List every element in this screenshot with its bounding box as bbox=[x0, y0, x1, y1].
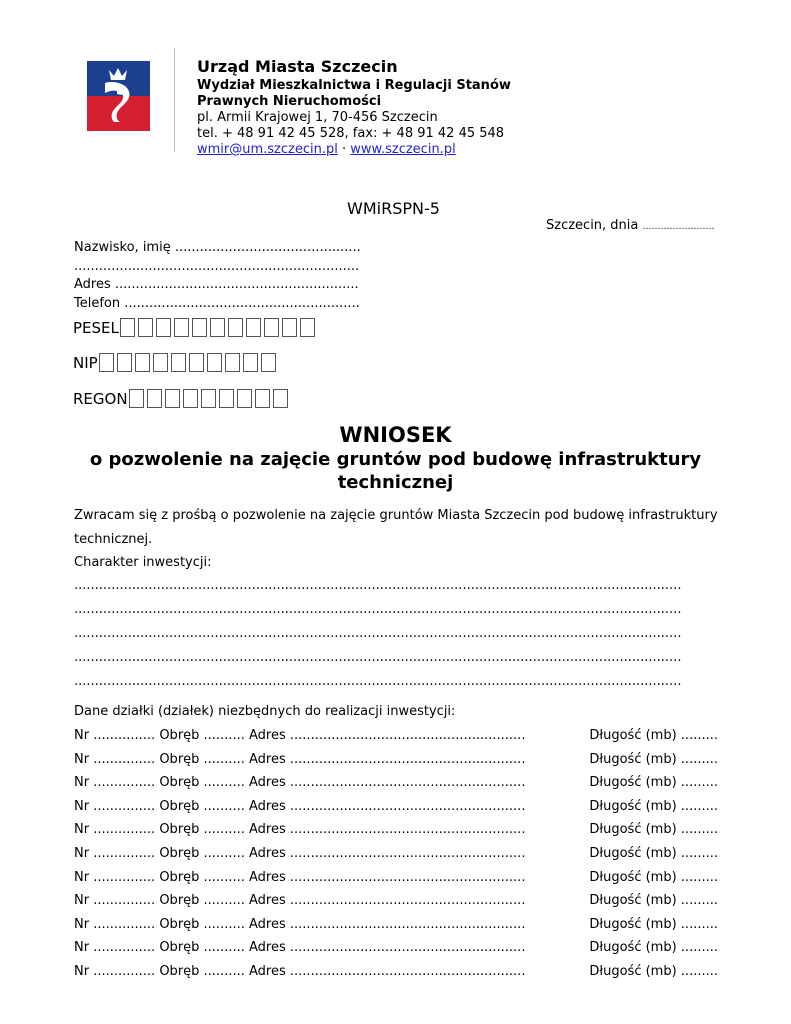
plot-length-field[interactable]: Długość (mb) ......... bbox=[589, 916, 718, 932]
investment-label: Charakter inwestycji: bbox=[74, 555, 212, 570]
plot-row-left bbox=[74, 917, 525, 933]
plot-precinct-field[interactable]: Obręb .......... bbox=[159, 869, 245, 885]
plot-precinct-field[interactable]: Obręb .......... bbox=[159, 822, 245, 838]
plot-address-label: Adres bbox=[249, 751, 286, 767]
plot-row bbox=[74, 775, 718, 791]
plot-row bbox=[74, 822, 718, 838]
department-line1: Wydział Mieszkalnictwa i Regulacji Stanów bbox=[197, 78, 511, 93]
digit-box[interactable] bbox=[201, 389, 216, 408]
investment-dot-line[interactable]: ................................................................................................................................................... bbox=[74, 578, 682, 593]
plot-number-field[interactable]: Nr ............... bbox=[74, 869, 156, 885]
digit-box[interactable] bbox=[225, 353, 240, 372]
plot-precinct-field[interactable]: Obręb .......... bbox=[159, 728, 245, 743]
office-phone: tel. + 48 91 42 45 528, fax: + 48 91 42 45 548 bbox=[197, 126, 505, 141]
regon-label: REGON bbox=[73, 389, 128, 408]
plot-address-label: Adres bbox=[249, 940, 286, 956]
contact-links bbox=[197, 142, 456, 158]
plot-precinct-field[interactable]: Obręb .......... bbox=[159, 798, 245, 814]
plot-number-field[interactable]: Nr ............... bbox=[74, 893, 156, 909]
plot-length-field[interactable]: Długość (mb) ......... bbox=[589, 822, 718, 838]
name-field-line[interactable]: Nazwisko, imię ............................................. bbox=[74, 240, 361, 255]
plot-length-field[interactable]: Długość (mb) ......... bbox=[589, 775, 718, 791]
digit-box[interactable] bbox=[282, 318, 297, 337]
plot-address-field[interactable]: ......................................................... bbox=[289, 893, 526, 909]
plot-row bbox=[74, 893, 718, 909]
plot-row bbox=[74, 752, 718, 768]
plot-precinct-field[interactable]: Obręb .......... bbox=[159, 846, 245, 861]
plot-address-label: Adres bbox=[249, 964, 286, 979]
plot-number-field[interactable]: Nr ............... bbox=[74, 916, 156, 932]
header-divider bbox=[174, 48, 175, 152]
plot-row bbox=[74, 964, 718, 980]
document-title: WNIOSEK bbox=[339, 423, 452, 447]
plot-row bbox=[74, 728, 718, 744]
digit-box[interactable] bbox=[261, 353, 276, 372]
address-field-line[interactable]: Adres ........................................................... bbox=[74, 277, 359, 292]
plot-address-field[interactable]: ......................................................... bbox=[289, 728, 526, 743]
plot-length-field[interactable]: Długość (mb) ......... bbox=[589, 893, 718, 909]
plot-row-left bbox=[74, 846, 525, 862]
digit-box[interactable] bbox=[171, 353, 186, 372]
website-link[interactable]: www.szczecin.pl bbox=[350, 142, 456, 157]
plot-length-field[interactable]: Długość (mb) ......... bbox=[589, 751, 718, 767]
investment-dot-line[interactable]: ................................................................................................................................................... bbox=[74, 674, 682, 689]
plot-address-label: Adres bbox=[249, 869, 286, 885]
digit-box[interactable] bbox=[246, 318, 261, 337]
request-text-line1: Zwracam się z prośbą o pozwolenie na zajęcie gruntów Miasta Szczecin pod budowę infrastruktury bbox=[74, 508, 718, 523]
pesel-label: PESEL bbox=[73, 318, 119, 337]
plot-address-field[interactable]: ......................................................... bbox=[289, 798, 526, 814]
document-subtitle-line2: technicznej bbox=[337, 472, 454, 493]
digit-box[interactable] bbox=[273, 389, 288, 408]
plot-address-field[interactable]: ......................................................... bbox=[289, 869, 526, 885]
plot-address-field[interactable]: ......................................................... bbox=[289, 916, 526, 932]
plot-length-field[interactable]: Długość (mb) ......... bbox=[589, 846, 718, 861]
plot-number-field[interactable]: Nr ............... bbox=[74, 728, 156, 743]
plot-row bbox=[74, 799, 718, 815]
digit-box[interactable] bbox=[156, 318, 171, 337]
digit-box[interactable] bbox=[138, 318, 153, 337]
plot-row-left bbox=[74, 775, 525, 791]
date-label: Szczecin, dnia bbox=[546, 218, 639, 233]
plot-address-label: Adres bbox=[249, 846, 286, 861]
plot-length-field[interactable]: Długość (mb) ......... bbox=[589, 869, 718, 885]
plot-address-field[interactable]: ......................................................... bbox=[289, 751, 526, 767]
investment-dot-line[interactable]: ................................................................................................................................................... bbox=[74, 602, 682, 617]
plot-precinct-field[interactable]: Obręb .......... bbox=[159, 964, 245, 979]
digit-box[interactable] bbox=[228, 318, 243, 337]
plot-row bbox=[74, 846, 718, 862]
plot-precinct-field[interactable]: Obręb .......... bbox=[159, 940, 245, 956]
plot-address-field[interactable]: ......................................................... bbox=[289, 822, 526, 838]
investment-dot-line[interactable]: ................................................................................................................................................... bbox=[74, 650, 682, 665]
plot-address-field[interactable]: ......................................................... bbox=[289, 775, 526, 791]
plot-row bbox=[74, 870, 718, 886]
city-logo bbox=[87, 61, 150, 131]
plot-precinct-field[interactable]: Obręb .......... bbox=[159, 916, 245, 932]
digit-box[interactable] bbox=[192, 318, 207, 337]
plot-address-label: Adres bbox=[249, 728, 286, 743]
plot-number-field[interactable]: Nr ............... bbox=[74, 775, 156, 791]
plot-length-field[interactable]: Długość (mb) ......... bbox=[589, 964, 718, 979]
digit-box[interactable] bbox=[147, 389, 162, 408]
plot-address-label: Adres bbox=[249, 916, 286, 932]
digit-box[interactable] bbox=[210, 318, 225, 337]
digit-box[interactable] bbox=[135, 353, 150, 372]
digit-box[interactable] bbox=[243, 353, 258, 372]
plot-row-left bbox=[74, 799, 525, 815]
digit-box[interactable] bbox=[183, 389, 198, 408]
plot-address-label: Adres bbox=[249, 775, 286, 791]
digit-box[interactable] bbox=[153, 353, 168, 372]
pesel-row bbox=[73, 318, 315, 337]
extra-field-line[interactable]: ..................................................................... bbox=[74, 259, 360, 274]
nip-row bbox=[73, 353, 276, 372]
digit-box[interactable] bbox=[165, 389, 180, 408]
plot-row-left bbox=[74, 752, 525, 768]
plot-address-label: Adres bbox=[249, 798, 286, 814]
digit-box[interactable] bbox=[237, 389, 252, 408]
plot-number-field[interactable]: Nr ............... bbox=[74, 964, 156, 979]
form-code: WMiRSPN-5 bbox=[347, 199, 440, 218]
regon-row bbox=[73, 389, 288, 408]
plot-row bbox=[74, 940, 718, 956]
plot-address-label: Adres bbox=[249, 822, 286, 838]
plot-number-field[interactable]: Nr ............... bbox=[74, 798, 156, 814]
plot-length-field[interactable]: Długość (mb) ......... bbox=[589, 940, 718, 956]
logo-red-band bbox=[87, 96, 150, 131]
plot-address-label: Adres bbox=[249, 893, 286, 909]
plot-number-field[interactable]: Nr ............... bbox=[74, 940, 156, 956]
digit-box[interactable] bbox=[189, 353, 204, 372]
plot-row bbox=[74, 917, 718, 933]
office-address: pl. Armii Krajowej 1, 70-456 Szczecin bbox=[197, 110, 438, 125]
plot-row-left bbox=[74, 870, 525, 886]
plot-address-field[interactable]: ......................................................... bbox=[289, 846, 526, 861]
date-dots: …………………… bbox=[642, 222, 715, 232]
link-separator: · bbox=[342, 142, 347, 157]
plot-row-left bbox=[74, 940, 525, 956]
plot-number-field[interactable]: Nr ............... bbox=[74, 751, 156, 767]
plot-address-field[interactable]: ......................................................... bbox=[289, 964, 526, 979]
office-name: Urząd Miasta Szczecin bbox=[197, 57, 398, 76]
digit-box[interactable] bbox=[120, 318, 135, 337]
plot-row-left bbox=[74, 728, 525, 744]
digit-box[interactable] bbox=[117, 353, 132, 372]
phone-field-line[interactable]: Telefon ......................................................... bbox=[74, 296, 360, 311]
email-link[interactable]: wmir@um.szczecin.pl bbox=[197, 142, 338, 157]
plots-label: Dane działki (działek) niezbędnych do realizacji inwestycji: bbox=[74, 704, 456, 719]
digit-box[interactable] bbox=[129, 389, 144, 408]
plot-number-field[interactable]: Nr ............... bbox=[74, 822, 156, 838]
pesel-boxes[interactable] bbox=[120, 318, 315, 337]
investment-dot-line[interactable]: ................................................................................................................................................... bbox=[74, 626, 682, 641]
plot-length-field[interactable]: Długość (mb) ......... bbox=[589, 798, 718, 814]
digit-box[interactable] bbox=[207, 353, 222, 372]
request-text-line2: technicznej. bbox=[74, 532, 153, 547]
plot-row-left bbox=[74, 893, 525, 909]
regon-boxes[interactable] bbox=[129, 389, 288, 408]
digit-box[interactable] bbox=[99, 353, 114, 372]
digit-box[interactable] bbox=[255, 389, 270, 408]
digit-box[interactable] bbox=[219, 389, 234, 408]
department-line2: Prawnych Nieruchomości bbox=[197, 94, 382, 109]
nip-label: NIP bbox=[73, 353, 98, 372]
plot-precinct-field[interactable]: Obręb .......... bbox=[159, 775, 245, 791]
document-subtitle-line1: o pozwolenie na zajęcie gruntów pod budowę infrastruktury bbox=[89, 449, 702, 470]
digit-box[interactable] bbox=[174, 318, 189, 337]
plot-length-field[interactable]: Długość (mb) ......... bbox=[589, 728, 718, 743]
nip-boxes[interactable] bbox=[99, 353, 276, 372]
plot-precinct-field[interactable]: Obręb .......... bbox=[159, 893, 245, 909]
plot-row-left bbox=[74, 822, 525, 838]
digit-box[interactable] bbox=[264, 318, 279, 337]
digit-box[interactable] bbox=[300, 318, 315, 337]
plot-address-field[interactable]: ......................................................... bbox=[289, 940, 526, 956]
date-line bbox=[546, 218, 715, 235]
plot-precinct-field[interactable]: Obręb .......... bbox=[159, 751, 245, 767]
plot-row-left bbox=[74, 964, 525, 980]
plot-number-field[interactable]: Nr ............... bbox=[74, 846, 156, 861]
